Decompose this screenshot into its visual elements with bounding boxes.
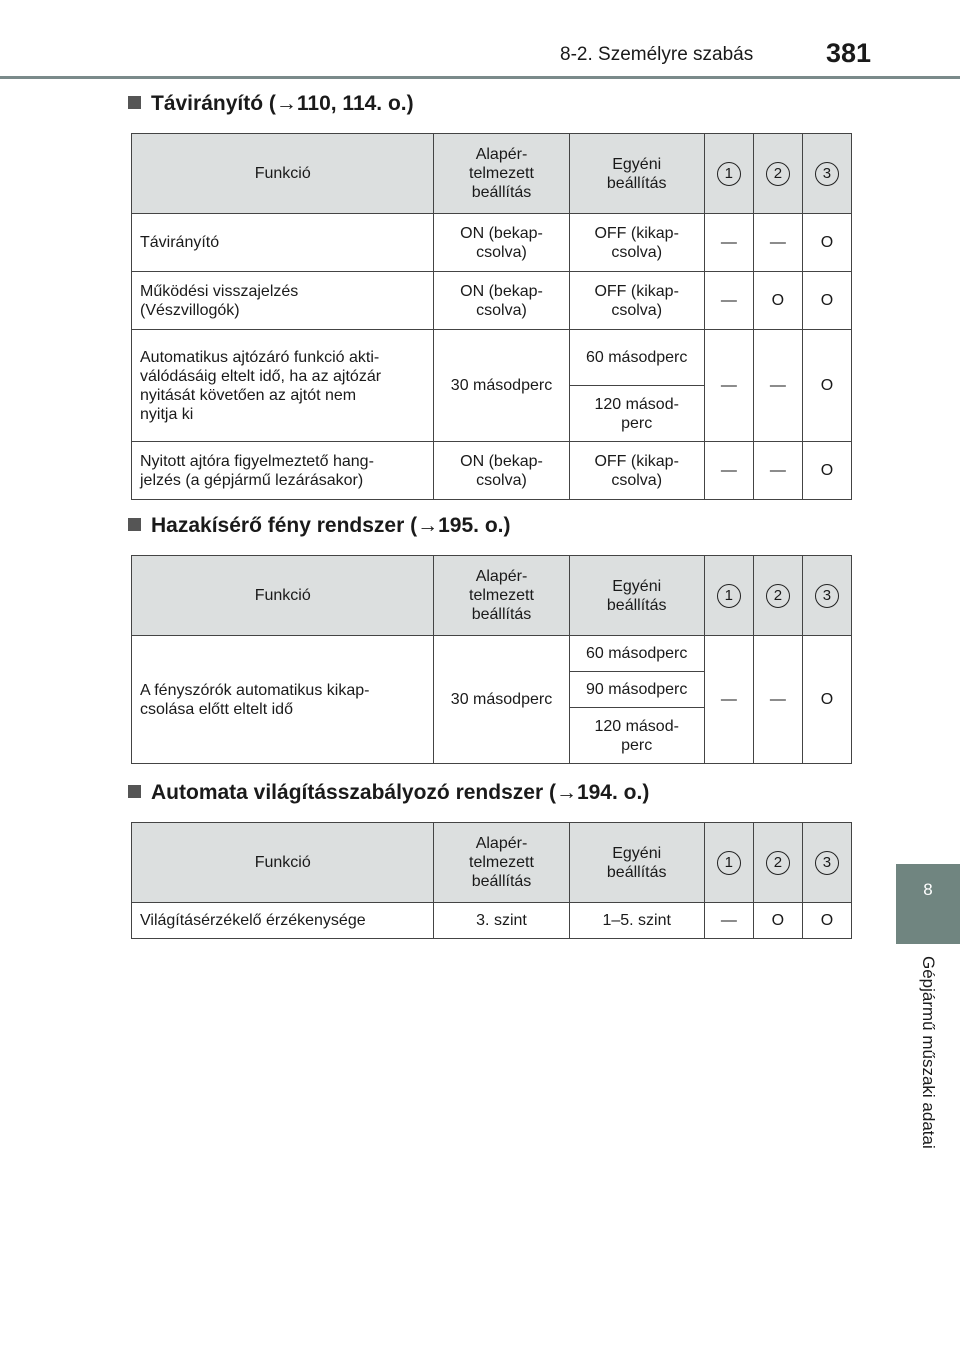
chapter-tab[interactable] bbox=[896, 864, 960, 944]
section-title: 8-2. Személyre szabás bbox=[560, 44, 754, 65]
settings-table-autolight bbox=[131, 822, 852, 939]
header-custom: Egyéni beállítás bbox=[569, 556, 704, 636]
section-heading-remote: Távirányító (→110, 114. o.) bbox=[128, 92, 414, 116]
table-header-row bbox=[132, 556, 852, 636]
table-row: Automatikus ajtózáró funkció akti- válódásáig eltelt idő, ha az ajtózár nyitását követően az ajtót nem nyitja ki 30 másodperc 60 másodperc — — O bbox=[132, 330, 852, 386]
header-custom: Egyéni beállítás bbox=[569, 134, 704, 214]
header-col3: 3 bbox=[802, 556, 851, 636]
header-col2: 2 bbox=[753, 556, 802, 636]
table-row: A fényszórók automatikus kikap- csolása előtt eltelt idő 30 másodperc 60 másodperc — — O bbox=[132, 636, 852, 672]
header-col2: 2 bbox=[753, 823, 802, 903]
table-row: 90 másodperc bbox=[132, 672, 852, 708]
header-col1: 1 bbox=[704, 823, 753, 903]
table-header-row bbox=[132, 823, 852, 903]
header-col1: 1 bbox=[704, 556, 753, 636]
table-row: Működési visszajelzés (Vészvillogók) ON (bekap- csolva) OFF (kikap- csolva) — O O bbox=[132, 272, 852, 330]
bullet-square-icon bbox=[128, 518, 141, 531]
table-row: Világításérzékelő érzékenysége 3. szint 1–5. szint — O O bbox=[132, 903, 852, 939]
header-function: Funkció bbox=[132, 556, 434, 636]
header-function: Funkció bbox=[132, 134, 434, 214]
chapter-number: 8 bbox=[923, 880, 933, 899]
section-heading-followme: Hazakísérő fény rendszer (→195. o.) bbox=[128, 514, 510, 538]
header-default: Alapér- telmezett beállítás bbox=[434, 134, 569, 214]
header-col1: 1 bbox=[704, 134, 753, 214]
bullet-square-icon bbox=[128, 96, 141, 109]
header-col2: 2 bbox=[753, 134, 802, 214]
header-default: Alapér- telmezett beállítás bbox=[434, 556, 569, 636]
bullet-square-icon bbox=[128, 785, 141, 798]
settings-table-remote bbox=[131, 133, 852, 500]
header-divider bbox=[0, 76, 960, 79]
table-row: Nyitott ajtóra figyelmeztető hang- jelzés (a gépjármű lezárásakor) ON (bekap- csolva) OFF (kikap- csolva) — — O bbox=[132, 442, 852, 500]
header-function: Funkció bbox=[132, 823, 434, 903]
header-col3: 3 bbox=[802, 823, 851, 903]
section-heading-autolight: Automata világításszabályozó rendszer (→194. o.) bbox=[128, 781, 649, 805]
table-row: Távirányító ON (bekap- csolva) OFF (kikap- csolva) — — O bbox=[132, 214, 852, 272]
header-col3: 3 bbox=[802, 134, 851, 214]
table-row: 120 másod- perc bbox=[132, 386, 852, 442]
settings-table-followme bbox=[131, 555, 852, 764]
header-default: Alapér- telmezett beállítás bbox=[434, 823, 569, 903]
header-custom: Egyéni beállítás bbox=[569, 823, 704, 903]
table-header-row bbox=[132, 134, 852, 214]
chapter-label: Gépjármű műszaki adatai bbox=[919, 956, 938, 1149]
page-number: 381 bbox=[826, 38, 872, 68]
table-row: 120 másod- perc bbox=[132, 708, 852, 764]
